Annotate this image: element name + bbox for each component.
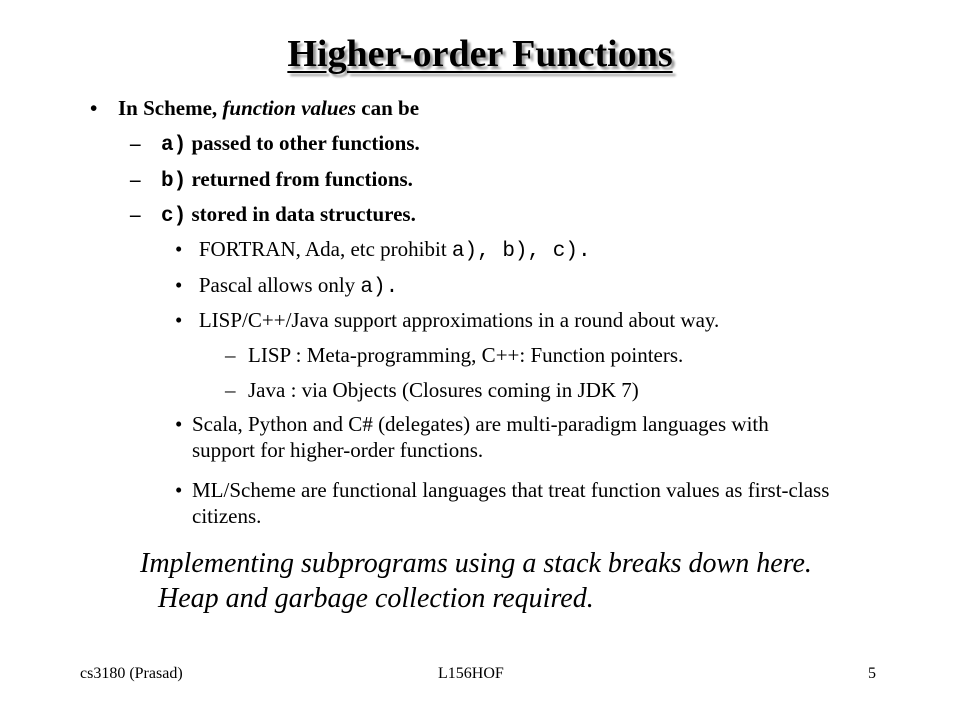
fortran-item	[175, 237, 591, 263]
capability-code: b)	[161, 170, 187, 193]
sub-point-text: LISP : Meta-programming, C++: Function pointers.	[248, 343, 684, 367]
dash-glyph: –	[225, 343, 236, 367]
bullet-glyph: •	[90, 96, 98, 120]
capability-text: passed to other functions.	[191, 131, 420, 155]
capability-item-a	[130, 131, 420, 157]
lisp-cpp-java-item	[175, 308, 719, 333]
scala-python-bullet	[175, 412, 182, 437]
footer-course: cs3180 (Prasad)	[80, 665, 183, 682]
dash-glyph: –	[130, 131, 141, 155]
scala-python-text: Scala, Python and C# (delegates) are multi-paradigm languages with support for higher-order functions.	[192, 412, 769, 462]
pascal-text: Pascal allows only	[198, 273, 361, 297]
capability-text: returned from functions.	[191, 167, 413, 191]
capability-code: a)	[161, 134, 187, 157]
pascal-item	[175, 273, 398, 299]
sub-point-lisp	[225, 343, 683, 368]
fortran-code: a), b), c).	[451, 240, 591, 263]
bullet-glyph: •	[175, 237, 183, 261]
capability-item-c	[130, 202, 416, 228]
footer-lecture: L156HOF	[438, 665, 504, 682]
bullet-glyph: •	[175, 308, 183, 332]
intro-text	[118, 96, 419, 121]
bullet-glyph: •	[175, 412, 183, 436]
intro-emphasis: function values	[222, 96, 357, 120]
dash-glyph: –	[130, 202, 141, 226]
capability-code: c)	[161, 205, 187, 228]
intro-before: In Scheme,	[118, 96, 223, 120]
fortran-text: FORTRAN, Ada, etc prohibit	[198, 237, 452, 261]
capability-text: stored in data structures.	[191, 202, 416, 226]
ml-scheme-text: ML/Scheme are functional languages that treat function values as first-class citizens.	[192, 478, 830, 528]
intro-bullet	[90, 96, 97, 121]
capability-item-b	[130, 167, 413, 193]
intro-after: can be	[356, 96, 420, 120]
footer-page-number: 5	[868, 665, 876, 682]
sub-point-text: Java : via Objects (Closures coming in JDK 7)	[248, 378, 639, 402]
bullet-glyph: •	[175, 273, 183, 297]
dash-glyph: –	[225, 378, 236, 402]
slide-title: Higher-order Functions	[287, 33, 673, 75]
sub-point-java	[225, 378, 639, 403]
pascal-code: a).	[360, 276, 399, 299]
lisp-cpp-java-text: LISP/C++/Java support approximations in a round about way.	[198, 308, 720, 332]
ml-scheme-bullet	[175, 478, 182, 503]
dash-glyph: –	[130, 167, 141, 191]
bullet-glyph: •	[175, 478, 183, 502]
closing-statement: Implementing subprograms using a stack breaks down here. Heap and garbage collection required.	[140, 548, 812, 614]
